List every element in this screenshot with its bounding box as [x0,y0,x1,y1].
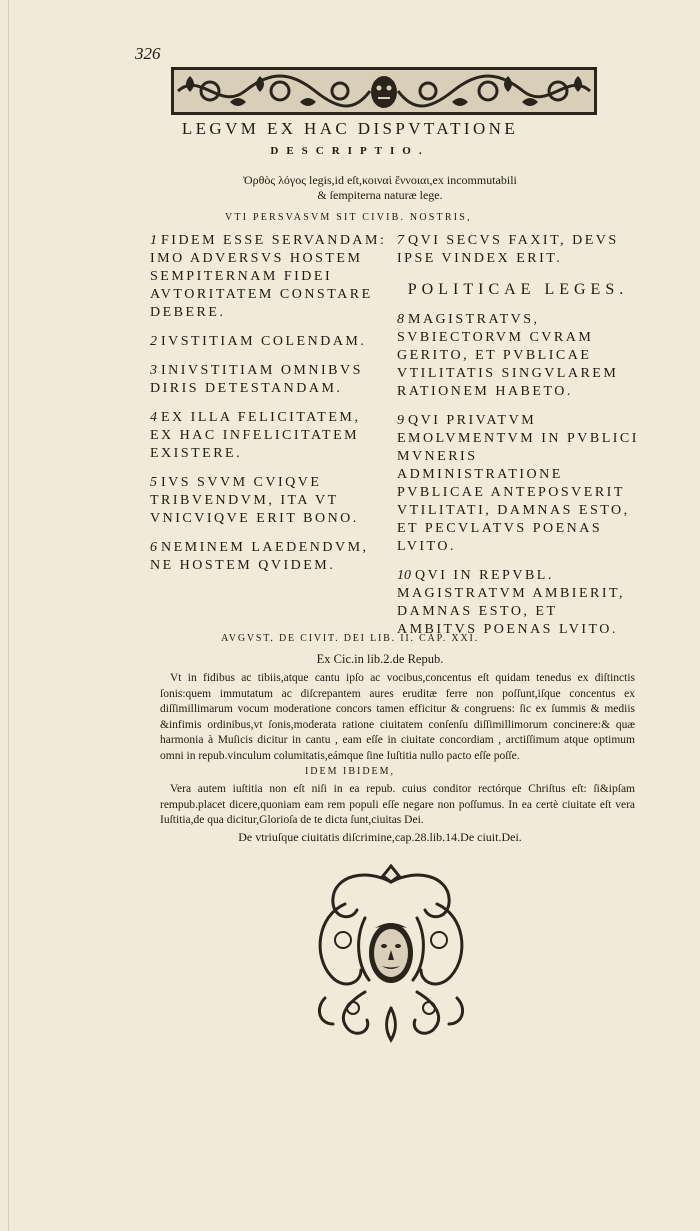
law-number: 3 [150,363,157,378]
quotation-paragraph-2: Vera autem iuſtitia non eſt niſi in ea repub. cuius conditor rectórque Chriſtus eſt: ſi&ipſam rempub.placet dicere,quoniam eam rem populi eſſe negare non poſſumus. In ea certè ciuitate eſt vera Iuſtitia,de qua dicitur,Glorioſa de te dicta ſunt,ciuitas Dei. [160,783,635,826]
laws-rubric: VTI PERSVASVM SIT CIVIB. NOSTRIS, [225,212,472,223]
law-number: 7 [397,233,404,248]
intro-line-1: Ὀρθὸς λόγος legis,id eſt,κοιναὶ ἔννοιαι,ex incommutabili [243,173,517,187]
law-number: 4 [150,410,157,425]
law-text: NEMINEM LAEDENDVM, NE HOSTEM QVIDEM. [150,540,369,573]
tailpiece-mask-ornament [305,858,477,1048]
intro-line-2: & ſempiterna naturæ lege. [317,188,443,202]
law-number: 10 [397,568,411,583]
idem-heading: IDEM IBIDEM, [304,766,396,777]
law-text: IVS SVVM CVIQVE TRIBVENDVM, ITA VT VNICVIQVE ERIT BONO. [150,475,359,526]
law-item [397,567,639,639]
law-item [150,539,388,575]
law-text: MAGISTRATVS, SVBIECTORVM CVRAM GERITO, ET PVBLICAE VTILITATIS SINGVLAREM RATIONEM HABETO. [397,312,619,399]
law-item [150,333,388,351]
footer-reference: De vtriuſque ciuitatis diſcrimine,cap.28.lib.14.De ciuit.Dei. [238,830,522,844]
law-text: IVSTITIAM COLENDAM. [161,334,367,349]
headpiece-ornament [170,66,598,116]
right-column-laws [397,232,639,650]
source-subheading: Ex Cic.in lib.2.de Repub. [316,652,444,666]
law-item [150,362,388,398]
law-text: INIVSTITIAM OMNIBVS DIRIS DETESTANDAM. [150,363,363,396]
page-number: 326 [135,44,161,63]
law-text: QVI PRIVATVM EMOLVMENTVM IN PVBLICI MVNERIS ADMINISTRATIONE PVBLICAE ANTEPOSVERIT VTILITATI, DAMNAS ESTO, ET PECVLATVS POENAS LVITO. [397,413,639,554]
law-text: QVI SECVS FAXIT, DEVS IPSE VINDEX ERIT. [397,233,619,266]
law-number: 2 [150,334,157,349]
law-number: 1 [150,233,157,248]
law-number: 5 [150,475,157,490]
source-heading: AVGVST. DE CIVIT. DEI LIB. II. CAP. XXI. [221,633,479,644]
page-subtitle: DESCRIPTIO. [270,145,430,157]
law-text: QVI IN REPVBL. MAGISTRATVM AMBIERIT, DAMNAS ESTO, ET AMBITVS POENAS LVITO. [397,568,626,637]
law-text: FIDEM ESSE SERVANDAM: IMO ADVERSVS HOSTEM SEMPITERNAM FIDEI AVTORITATEM CONSTARE DEBERE. [150,233,387,320]
law-item [150,232,388,322]
quotation-paragraph-1: Vt in fidibus ac tibiis,atque cantu ipſo ac vocibus,concentus eſt quidam tenedus ex diſtinctis ſonis:quem immutatum ac diſcrepantem aures eruditæ ferre non poſſunt,iſque concentus ex diſſimillimarum vocum moderatione concors tamen efficitur & congruens: ſic ex ſummis & mediis &infimis ordinibus,vt ſonis,moderata ratione ciuitatem conſenſu diſſimillimorum concinere:& quæ harmonia à Muſicis dicitur in cantu , eam eſſe in ciuitate concordiam , arctiſſimum atque optimum omni in repub.vinculum columitatis,eámque ſine Iuſtitia nullo pacto eſſe poſſe. [160,672,635,762]
law-item [150,409,388,463]
law-number: 6 [150,540,157,555]
law-text: EX ILLA FELICITATEM, EX HAC INFELICITATEM EXISTERE. [150,410,361,461]
intro-text [0,173,700,203]
page-title: LEGVM EX HAC DISPVTATIONE [181,119,519,138]
politicae-heading: POLITICAE LEGES. [407,281,629,298]
law-number: 9 [397,413,404,428]
law-number: 8 [397,312,404,327]
left-column-laws [150,232,388,586]
law-item [150,474,388,528]
law-item [397,412,639,556]
law-item [397,232,639,268]
law-item [397,311,639,401]
